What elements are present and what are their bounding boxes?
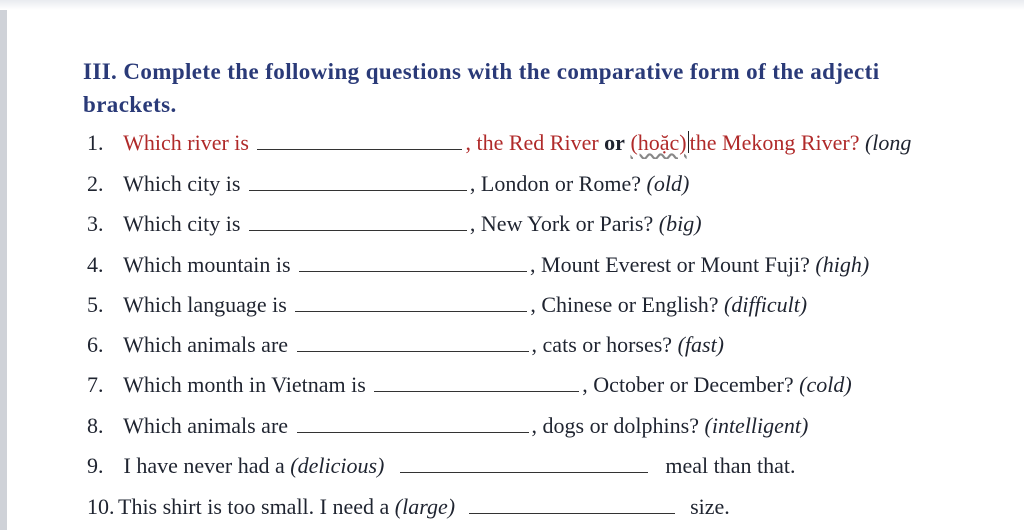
answer-blank[interactable] [297,412,529,433]
question-prefix: Which city is [123,171,241,196]
hoac-word: (hoặc) [630,130,687,155]
question-suffix: , dogs or dolphins? [531,413,699,438]
answer-blank[interactable] [297,331,529,352]
question-prefix: Which animals are [123,332,289,357]
heading-line-1: III. Complete the following questions with the comparative form of the adjecti [83,59,880,84]
adjective-hint: (large) [394,494,456,519]
question-suffix: , October or December? [582,372,794,397]
answer-blank[interactable] [295,291,527,312]
answer-blank[interactable] [249,210,467,231]
answer-blank[interactable] [299,251,527,272]
adjective-hint: (big) [658,211,702,236]
question-number: 2. [87,171,104,196]
top-shadow [0,0,1024,10]
question-3 [87,208,1024,240]
adjective-hint: (high) [815,252,870,277]
adjective-hint: (intelligent) [704,413,809,438]
question-suffix: , the Red River [465,130,599,155]
question-suffix: meal than that. [665,453,796,478]
adjective-hint: (difficult) [724,292,808,317]
answer-blank[interactable] [374,371,579,392]
adjective-hint: (old) [646,171,690,196]
question-prefix: I have never had a [123,453,285,478]
left-edge [0,0,7,530]
question-number: 9. [87,453,104,478]
question-prefix: This shirt is too small. I need a [118,494,390,519]
answer-blank[interactable] [257,129,462,150]
question-number: 3. [87,211,104,236]
question-number: 6. [87,332,104,357]
answer-blank[interactable] [249,170,467,191]
question-number: 4. [87,252,104,277]
question-1 [87,127,1024,159]
adjective-hint: (delicious) [290,453,385,478]
question-suffix: size. [690,494,730,519]
adjective-hint: (cold) [799,372,852,397]
text-cursor [688,131,689,153]
question-5 [87,289,1024,321]
adjective-hint: (long [864,130,912,155]
question-suffix-2: the Mekong River? [689,130,860,155]
question-suffix: , Mount Everest or Mount Fuji? [530,252,810,277]
question-suffix: , cats or horses? [531,332,673,357]
question-number: 8. [87,413,104,438]
answer-blank[interactable] [469,493,675,514]
adjective-hint: (fast) [677,332,725,357]
question-10 [87,491,1024,523]
question-number: 7. [87,372,104,397]
question-number: 1. [87,130,104,155]
or-word: or [604,130,625,155]
question-6 [87,329,1024,361]
question-suffix: , New York or Paris? [469,211,654,236]
question-prefix: Which city is [123,211,241,236]
question-suffix: , Chinese or English? [530,292,719,317]
question-prefix: Which month in Vietnam is [123,372,366,397]
question-prefix: Which language is [123,292,287,317]
answer-blank[interactable] [400,452,648,473]
question-number: 10. [87,494,115,519]
question-2 [87,168,1024,200]
question-9 [87,450,1024,482]
question-prefix: Which mountain is [123,252,291,277]
question-prefix: Which river is [123,130,249,155]
heading-line-2: brackets. [83,92,177,117]
question-number: 5. [87,292,104,317]
question-4 [87,249,1024,281]
question-prefix: Which animals are [123,413,289,438]
question-7 [87,369,1024,401]
question-suffix: , London or Rome? [469,171,642,196]
question-8 [87,410,1024,442]
exercise-heading [83,55,1024,121]
